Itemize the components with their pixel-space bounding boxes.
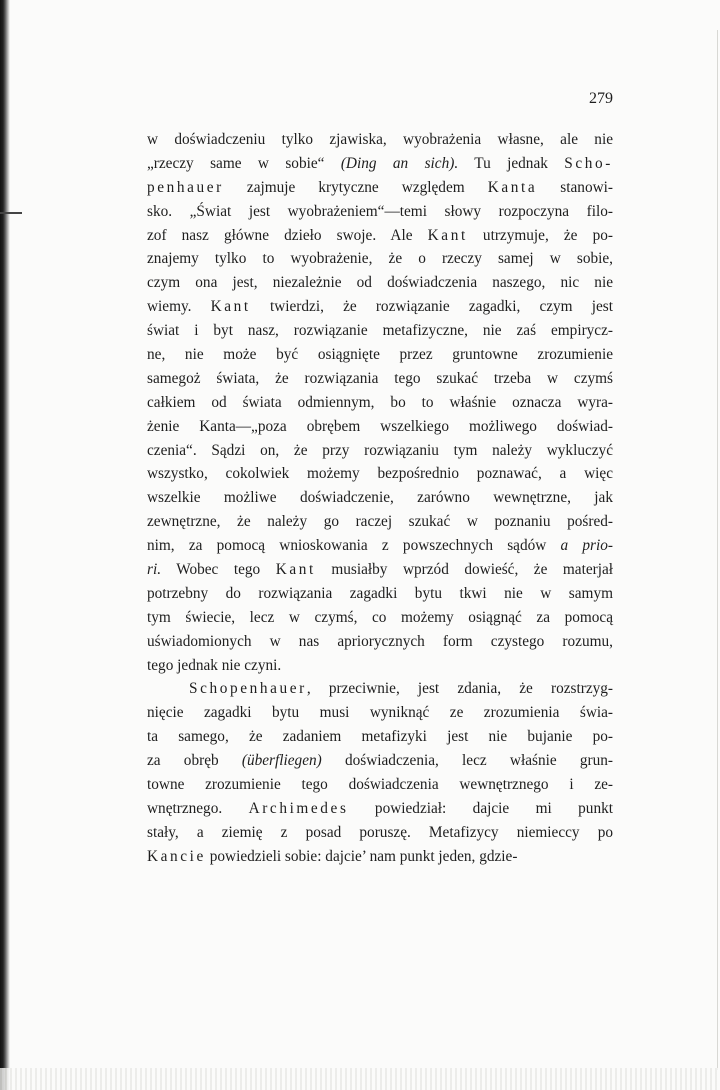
text-line [147,343,613,367]
text-line [147,558,613,582]
text-run: sko. „Świat jest wyobrażeniem“—temi słowy rozpoczyna filo- [147,202,613,220]
text-run: powiedzieli sobie: dajcie’ nam punkt jeden, gdzie- [205,847,518,865]
page-bottom-edge [0,1068,720,1090]
text-run: ne, nie może być osiągnięte przez gruntowne zrozumienie [147,346,613,364]
text-run: stały, a ziemię z posad poruszę. Metafizycy niemieccy po [147,823,613,841]
paragraph [147,128,613,677]
text-run: nięcie zagadki bytu musi wyniknąć ze zrozumienia świa- [147,704,613,722]
text-run: całkiem od świata odmiennym, bo to właśnie oznacza wyra- [147,393,613,411]
text-line [147,773,613,797]
text-run: wszystko, cokolwiek możemy bezpośrednio poznawać, a więc [147,465,613,483]
text-run: w doświadczeniu tylko zjawiska, wyobrażenia własne, ale nie [147,131,613,148]
text-run: stanowi- [537,178,613,196]
text-run: wnętrznego. [147,799,249,817]
text-line [147,701,613,725]
spaced-name: Kant [427,226,468,244]
text-run: samegoż świata, że rozwiązania tego szukać trzeba w czymś [147,369,613,387]
spaced-name: Schopenhauer [189,680,307,698]
text-run: za obręb [147,752,242,770]
text-run: musiałby wprzód dowieść, że materjał [315,561,613,579]
text-line [147,845,613,869]
text-run: „rzeczy same w sobie“ [147,154,341,172]
text-line [147,462,613,486]
spaced-name: Scho- [564,154,613,172]
text-line [147,319,613,343]
text-line [147,821,613,845]
text-line [147,224,613,248]
text-run: czenia“. Sądzi on, że przy rozwiązaniu tym należy wykluczyć [147,441,613,459]
text-run: potrzebny do rozwiązania zagadki bytu tkwi nie w samym [147,584,613,602]
text-run: tym świecie, lecz w czymś, co możemy osiągnąć za pomocą [147,608,613,626]
text-line [147,582,613,606]
page-number: 279 [589,90,613,107]
italic-term: ri. [147,561,162,579]
text-line [147,152,613,176]
spaced-name: Kant [210,298,251,316]
text-line [147,271,613,295]
text-line [147,200,613,224]
text-run: Tu jednak [458,154,565,172]
text-line [147,295,613,319]
text-line [147,128,613,152]
book-binding-edge [0,0,10,1090]
text-run: powiedział: dajcie mi punkt [348,799,613,817]
text-run: , przeciwnie, jest zdania, że rozstrzyg- [306,680,613,698]
text-run: czym ona jest, niezależnie od doświadczenia naszego, nic nie [147,274,613,292]
spaced-name: Kancie [147,847,206,865]
text-run: zajmuje krytyczne względem [223,178,488,196]
spaced-name: penhauer [147,178,224,196]
spaced-name: Archimedes [248,799,349,817]
italic-term: (Ding an sich). [340,154,459,172]
text-line [147,797,613,821]
text-line [147,630,613,654]
page-body-text [147,128,613,869]
italic-term: (überfliegen) [241,752,322,770]
text-run: znajemy tylko to wyobrażenie, że o rzeczy samej w sobie, [147,250,613,268]
text-line [147,654,613,678]
spaced-name: Kanta [487,178,538,196]
text-line [147,677,613,701]
text-run: tego jednak nie czyni. [147,656,282,674]
text-line [147,534,613,558]
text-run: ta samego, że zadaniem metafizyki jest nie bujanie po- [147,728,613,746]
text-run: wiemy. [147,298,211,316]
text-line [147,415,613,439]
text-line [147,176,613,200]
page-right-edge [717,30,718,1070]
text-run: uświadomionych w nas apriorycznych form czystego rozumu, [147,632,613,650]
text-run: zewnętrzne, że należy go raczej szukać w poznaniu pośred- [147,513,613,531]
text-run: doświadczenia, lecz właśnie grun- [321,752,613,770]
text-line [147,367,613,391]
text-run: towne zrozumienie tego doświadczenia wewnętrznego i ze- [147,776,613,794]
text-line [147,749,613,773]
text-line [147,606,613,630]
text-line [147,725,613,749]
binding-mark [0,212,22,214]
text-line [147,391,613,415]
text-line [147,439,613,463]
paragraph [147,677,613,868]
text-run: zof nasz główne dzieło swoje. Ale [147,226,428,244]
text-run: nim, za pomocą wnioskowania z powszechnych sądów [147,537,561,555]
italic-term: a prio- [560,537,613,555]
text-run: utrzymuje, że po- [467,226,613,244]
text-run: twierdzi, że rozwiązanie zagadki, czym jest [250,298,613,316]
text-line [147,510,613,534]
text-run: świat i byt nasz, rozwiązanie metafizyczne, nie zaś empirycz- [147,322,613,340]
text-run: Wobec tego [161,561,276,579]
spaced-name: Kant [275,561,316,579]
text-run: wszelkie możliwe doświadczenie, zarówno wewnętrzne, jak [147,489,613,507]
text-line [147,247,613,271]
text-run: żenie Kanta—„poza obrębem wszelkiego możliwego doświad- [147,417,613,435]
text-line [147,486,613,510]
